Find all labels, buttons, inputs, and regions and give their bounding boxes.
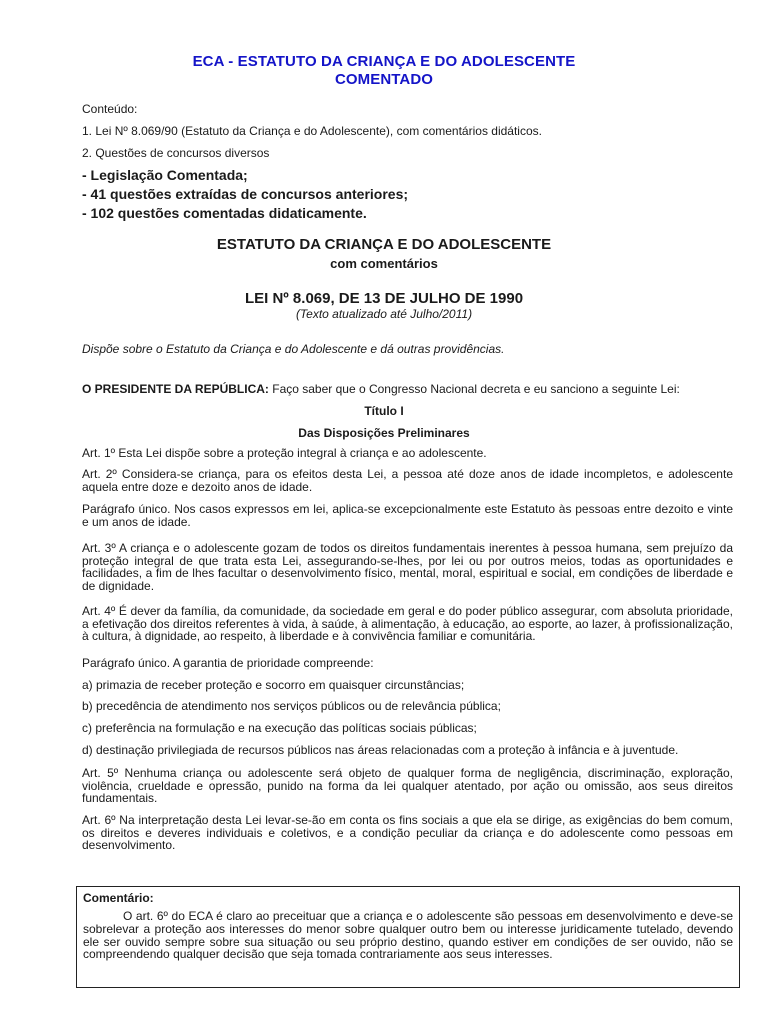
highlight-item: - 41 questões extraídas de concursos anteriores; [82, 186, 409, 202]
highlights-list [82, 166, 408, 223]
law-heading: LEI Nº 8.069, DE 13 DE JULHO DE 1990 [244, 290, 524, 307]
article-2-paragraph: Parágrafo único. Nos casos expressos em lei, aplica-se excepcionalmente este Estatuto às pessoas entre dezoito e vinte e um anos de idade. [82, 502, 733, 529]
update-note: (Texto atualizado até Julho/2011) [295, 307, 473, 321]
article-6: Art. 6º Na interpretação desta Lei levar-se-ão em conta os fins sociais a que ela se dirige, as exigências do bem comum, os direitos e deveres individuais e coletivos, e a condição peculiar da criança e do adolescente como pessoas em desenvolvimento. [82, 813, 733, 852]
statute-title: ESTATUTO DA CRIANÇA E DO ADOLESCENTE [216, 236, 552, 253]
title-heading: Título I [364, 404, 404, 418]
article-3: Art. 3º A criança e o adolescente gozam de todos os direitos fundamentais inerentes à pessoa humana, sem prejuízo da proteção integral de que trata esta Lei, assegurando-se-lhes, por lei ou por outros meios, todas as oportunidades e facilidades, a fim de lhes facultar o desenvolvimento físico, mental, moral, espiritual e social, em condições de liberdade e de dignidade. [82, 541, 733, 593]
title-name: Das Disposições Preliminares [298, 426, 470, 440]
law-summary: Dispõe sobre o Estatuto da Criança e do Adolescente e dá outras providências. [82, 342, 505, 356]
comment-label: Comentário: [83, 891, 154, 905]
article-4-paragraph: Parágrafo único. A garantia de prioridade compreende: [82, 656, 374, 670]
article-1: Art. 1º Esta Lei dispõe sobre a proteção integral à criança e ao adolescente. [82, 446, 487, 460]
article-4: Art. 4º É dever da família, da comunidade, da sociedade em geral e do poder público assegurar, com absoluta prioridade, a efetivação dos direitos referentes à vida, à saúde, à alimentação, à educação, ao esporte, ao lazer, à profissionalização, à cultura, à dignidade, ao respeito, à liberdade e à convivência familiar e comunitária. [82, 604, 733, 643]
contents-item-2: 2. Questões de concursos diversos [82, 146, 270, 160]
article-4-item-b: b) precedência de atendimento nos serviços públicos ou de relevância pública; [82, 699, 501, 713]
highlight-item: - Legislação Comentada; [82, 167, 248, 183]
president-line [82, 382, 680, 396]
article-4-item-d: d) destinação privilegiada de recursos públicos nas áreas relacionadas com a proteção à infância e à juventude. [82, 743, 679, 757]
document-title: ECA - ESTATUTO DA CRIANÇA E DO ADOLESCENTE [192, 53, 576, 70]
article-2: Art. 2º Considera-se criança, para os efeitos desta Lei, a pessoa até doze anos de idade incompletos, e adolescente aquela entre doze e dezoito anos de idade. [82, 467, 733, 494]
article-5: Art. 5º Nenhuma criança ou adolescente será objeto de qualquer forma de negligência, discriminação, exploração, violência, crueldade e opressão, punido na forma da lei qualquer atentado, por ação ou omissão, aos seus direitos fundamentais. [82, 766, 733, 805]
contents-label: Conteúdo: [82, 102, 138, 116]
article-4-item-c: c) preferência na formulação e na execução das políticas sociais públicas; [82, 721, 477, 735]
comment-box [76, 886, 740, 988]
document-title-line2: COMENTADO [334, 71, 434, 88]
president-text: Faço saber que o Congresso Nacional decreta e eu sanciono a seguinte Lei: [268, 382, 680, 396]
contents-item-1: 1. Lei Nº 8.069/90 (Estatuto da Criança e do Adolescente), com comentários didáticos. [82, 124, 542, 138]
comment-text: O art. 6º do ECA é claro ao preceituar que a criança e o adolescente são pessoas em desenvolvimento e deve-se sobrelevar a proteção aos interesses do menor sobre qualquer outro bem ou interesse juridicamente tutelado, devendo ele ser ouvido sempre sobre sua situação ou seu próprio destino, quando estiver em condições de ser ouvido, não se compreendendo qualquer decisão que seja tomada contrariamente aos seus interesses. [83, 909, 733, 962]
article-4-item-a: a) primazia de receber proteção e socorro em quaisquer circunstâncias; [82, 678, 465, 692]
highlight-item: - 102 questões comentadas didaticamente. [82, 205, 367, 221]
statute-subtitle: com comentários [330, 256, 438, 271]
president-label: O PRESIDENTE DA REPÚBLICA: [82, 382, 269, 396]
